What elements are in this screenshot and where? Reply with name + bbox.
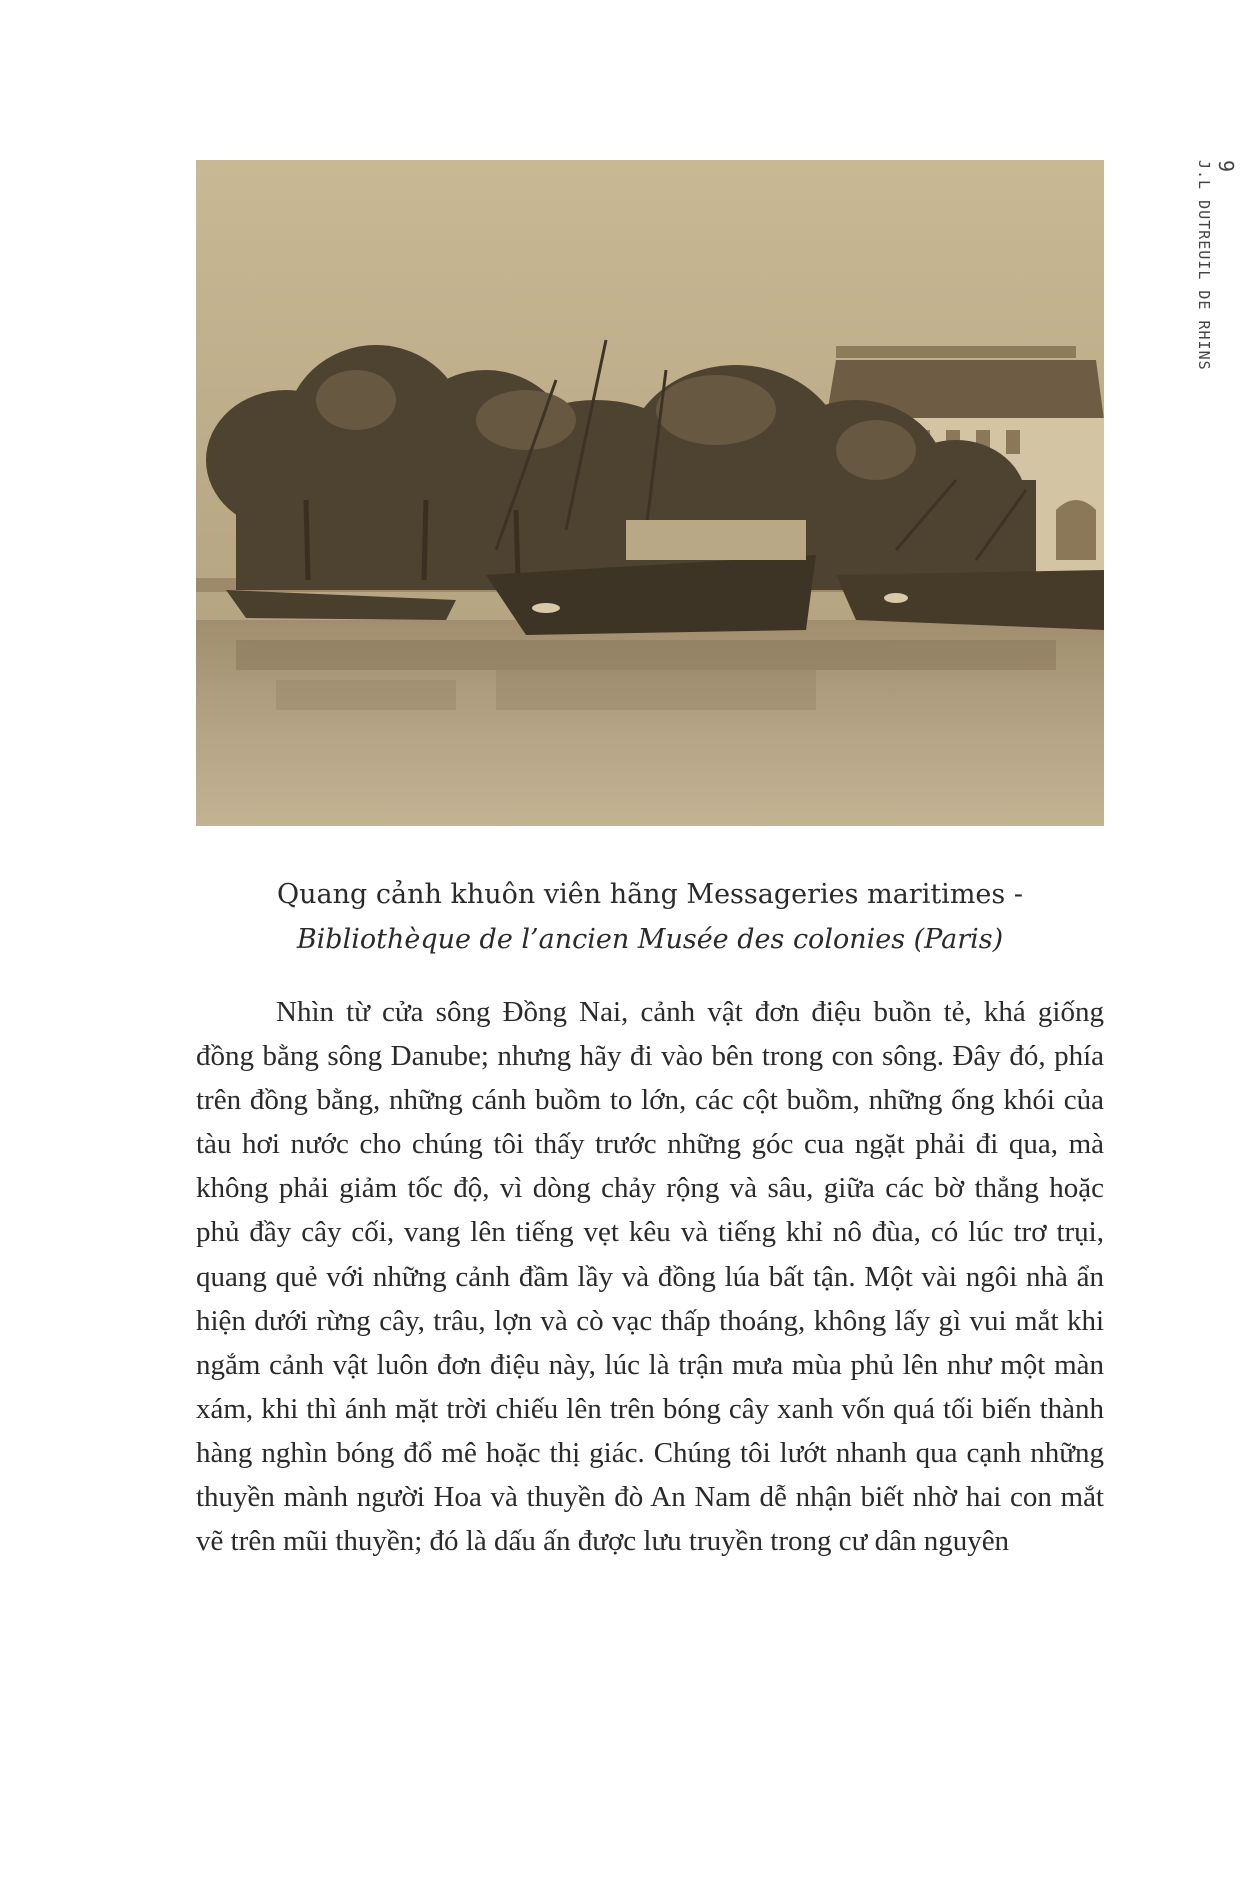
page-number: 9	[1214, 160, 1238, 173]
caption-source: Bibliothèque de l’ancien Musée des colonies (Paris)	[296, 924, 1004, 955]
running-title: J.L DUTREUIL DE RHINS	[1195, 160, 1213, 371]
body-paragraph: Nhìn từ cửa sông Đồng Nai, cảnh vật đơn điệu buồn tẻ, khá giống đồng bằng sông Danube; nhưng hãy đi vào bên trong con sông. Đây đó, phía trên đồng bằng, những cánh buồm to lớn, các cột buồm, những ống khói của tàu hơi nước cho chúng tôi thấy trước những góc cua ngặt phải đi qua, mà không phải giảm tốc độ, vì dòng chảy rộng và sâu, giữa các bờ thẳng hoặc phủ đầy cây cối, vang lên tiếng vẹt kêu và tiếng khỉ nô đùa, có lúc trơ trụi, quang quẻ với những cảnh đầm lầy và đồng lúa bất tận. Một vài ngôi nhà ẩn hiện dưới rừng cây, trâu, lợn và cò vạc thấp thoáng, không lấy gì vui mắt khi ngắm cảnh vật luôn đơn điệu này, lúc là trận mưa mùa phủ lên như một màn xám, khi thì ánh mặt trời chiếu lên trên bóng cây xanh vốn quá tối biến thành hàng nghìn bóng đổ mê hoặc thị giác. Chúng tôi lướt nhanh qua cạnh những thuyền mành người Hoa và thuyền đò An Nam dễ nhận biết nhờ hai con mắt vẽ trên mũi thuyền; đó là dấu ấn được lưu truyền trong cư dân nguyên	[196, 996, 1104, 1558]
caption-main: Quang cảnh khuôn viên hãng Messageries maritimes -	[277, 879, 1023, 910]
running-header	[1195, 160, 1238, 371]
photo-caption	[196, 872, 1104, 962]
historical-photo	[196, 160, 1104, 826]
